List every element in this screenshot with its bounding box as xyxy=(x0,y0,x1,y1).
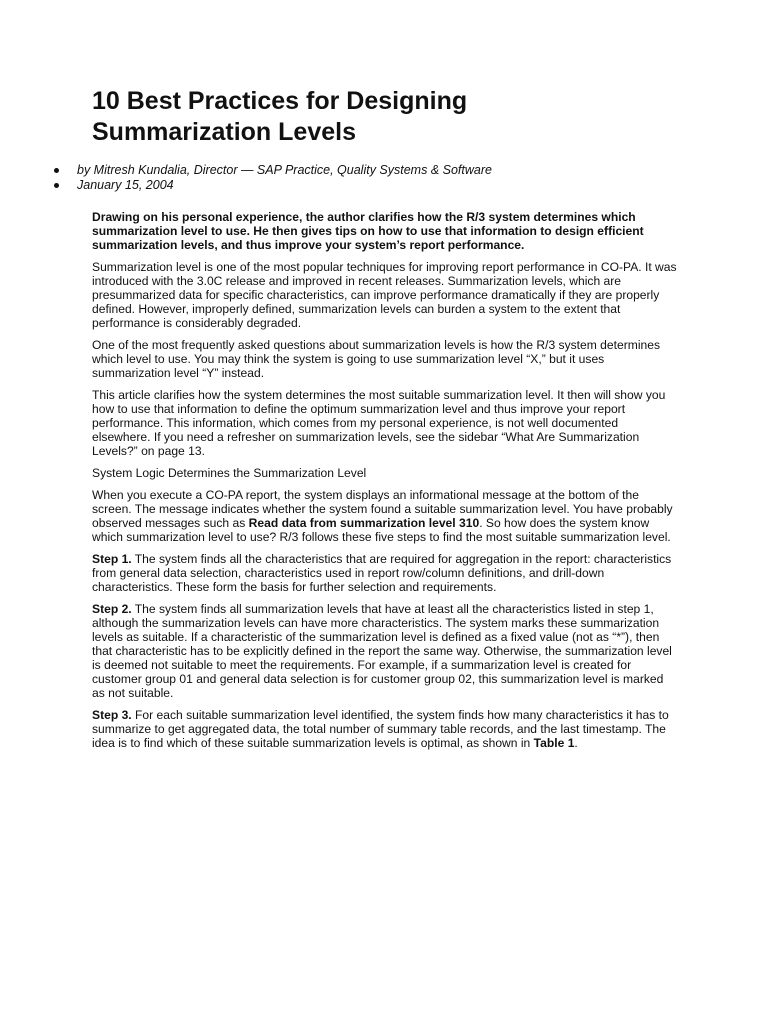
article-body xyxy=(92,210,678,758)
byline-text: by Mitresh Kundalia, Director — SAP Practice, Quality Systems & Software xyxy=(77,163,492,177)
step-1-paragraph xyxy=(92,552,678,594)
step-3-text: For each suitable summarization level identified, the system finds how many characteristics it has to summarize to get aggregated data, the total number of summary table records, and the last timestamp. The idea is to find which of these suitable summarization levels is optimal, as shown in xyxy=(92,708,669,750)
body-paragraph-3: This article clarifies how the system determines the most suitable summarization level. It then will show you how to use that information to define the optimum summarization level and thus improve your report performance. This information, which comes from my personal experience, is not well documented elsewhere. If you need a refresher on summarization levels, see the sidebar “What Are Summarization Levels?” on page 13. xyxy=(92,388,666,458)
step-3-tail: . xyxy=(574,736,578,750)
step-2-paragraph xyxy=(92,602,678,700)
bullet-icon xyxy=(54,183,59,188)
date-item xyxy=(54,178,492,193)
table-1-reference: Table 1 xyxy=(533,736,575,750)
logic-text-after: . So how does the system know which summarization level to use? R/3 follows these five steps to find the most suitable summarization level. xyxy=(92,516,671,544)
byline-item xyxy=(54,163,492,178)
logic-message-bold: Read data from summarization level 310 xyxy=(248,516,480,530)
date-text: January 15, 2004 xyxy=(77,178,174,192)
title-line-1: 10 Best Practices for Designing xyxy=(92,87,468,115)
body-paragraph-1: Summarization level is one of the most popular techniques for improving report performance in CO-PA. It was introduced with the 3.0C release and improved in recent releases. Summarization levels, which are presummarized data for specific characteristics, can improve performance dramatically if they are properly defined. However, improperly defined, summarization levels can burden a system to the extent that performance is considerably degraded. xyxy=(92,260,677,330)
page-title xyxy=(92,86,652,148)
step-3-label: Step 3. xyxy=(92,708,132,722)
bullet-icon xyxy=(54,168,59,173)
lead-paragraph: Drawing on his personal experience, the author clarifies how the R/3 system determines which summarization level to use. He then gives tips on how to use that information to design efficient summarization levels, and thus improve your system’s report performance. xyxy=(92,210,644,252)
body-paragraph-2: One of the most frequently asked questions about summarization levels is how the R/3 system determines which level to use. You may think the system is going to use summarization level “X,” but it uses summarization level “Y” instead. xyxy=(92,338,661,380)
step-2-label: Step 2. xyxy=(92,602,132,616)
step-1-text: The system finds all the characteristics that are required for aggregation in the report: characteristics from general data selection, characteristics used in report row/column definitions, and drill-down characteristics. These form the basis for further selection and requirements. xyxy=(92,552,672,594)
section-heading: System Logic Determines the Summarization Level xyxy=(92,466,367,480)
step-1-label: Step 1. xyxy=(92,552,132,566)
logic-paragraph xyxy=(92,488,678,544)
step-2-text: The system finds all summarization levels that have at least all the characteristics listed in step 1, although the summarization levels can have more characteristics. The system marks these summarization levels as suitable. If a characteristic of the summarization level is defined as a fixed value (not as “*”), then that characteristic has to be explicitly defined in the report the same way. Otherwise, the summarization level is deemed not suitable to meet the requirements. For example, if a summarization level is created for customer group 01 and general data selection is for customer group 02, this summarization level is marked as not suitable. xyxy=(92,602,672,700)
logic-text-before: When you execute a CO-PA report, the system displays an informational message at the bottom of the screen. The message indicates whether the system found a suitable summarization level. You have probably observed messages such as xyxy=(92,488,673,530)
article-meta-list xyxy=(54,163,492,193)
title-line-2: Summarization Levels xyxy=(92,118,356,146)
step-3-paragraph xyxy=(92,708,678,750)
